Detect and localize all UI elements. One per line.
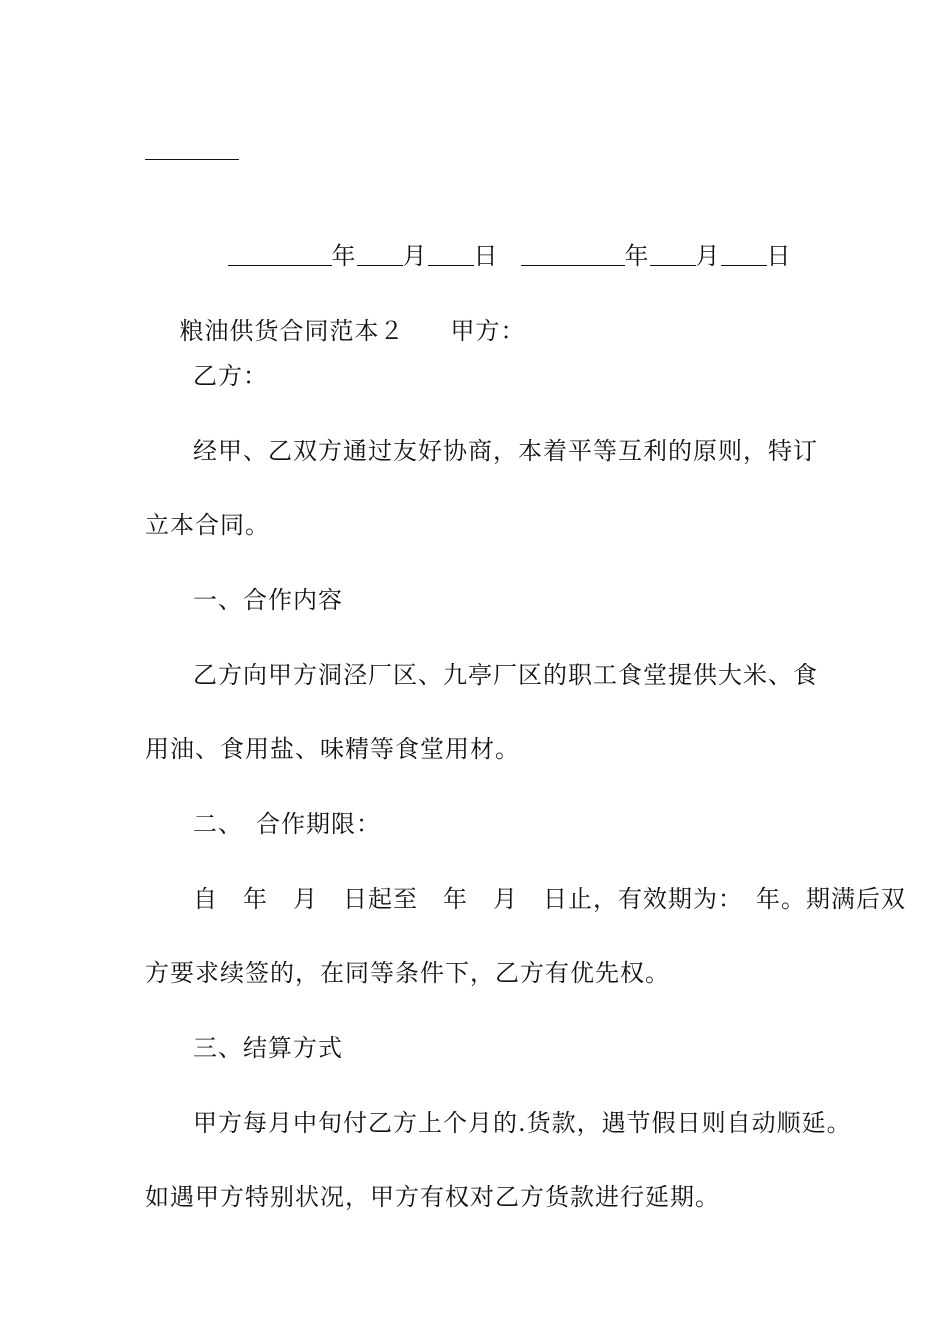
signature-line xyxy=(145,159,239,160)
intro-line-2: 立本合同。 xyxy=(145,511,270,539)
section1-line-2: 用油、食用盐、味精等食堂用材。 xyxy=(145,735,520,763)
month-blank xyxy=(357,241,403,266)
month-label: 月 xyxy=(695,242,721,270)
day-label: 日 xyxy=(766,242,792,270)
year-label: 年 xyxy=(331,242,357,270)
month-blank xyxy=(650,241,696,266)
section1-line-1: 乙方向甲方洞泾厂区、九亭厂区的职工食堂提供大米、食 xyxy=(193,661,818,689)
day-blank xyxy=(428,241,474,266)
section3-heading: 三、结算方式 xyxy=(193,1034,343,1062)
party-a-label: 甲方： xyxy=(450,317,526,345)
section1-heading: 一、合作内容 xyxy=(193,586,343,614)
day-blank xyxy=(721,241,767,266)
section2-line-1: 自 年 月 日起至 年 月 日止，有效期为： 年。期满后双 xyxy=(193,885,906,913)
year-blank xyxy=(521,241,625,266)
party-b-label: 乙方： xyxy=(193,362,268,390)
section2-heading: 二、 合作期限： xyxy=(193,810,381,838)
section3-line-2: 如遇甲方特别状况，甲方有权对乙方货款进行延期。 xyxy=(145,1183,720,1211)
month-label: 月 xyxy=(402,242,428,270)
section3-line-1: 甲方每月中旬付乙方上个月的.货款，遇节假日则自动顺延。 xyxy=(193,1109,852,1137)
day-label: 日 xyxy=(473,242,499,270)
year-blank xyxy=(228,241,332,266)
year-label: 年 xyxy=(624,242,650,270)
intro-line-1: 经甲、乙双方通过友好协商，本着平等互利的原则，特订 xyxy=(193,437,818,465)
document-title: 粮油供货合同范本２ xyxy=(179,317,405,345)
section2-line-2: 方要求续签的，在同等条件下，乙方有优先权。 xyxy=(145,959,670,987)
